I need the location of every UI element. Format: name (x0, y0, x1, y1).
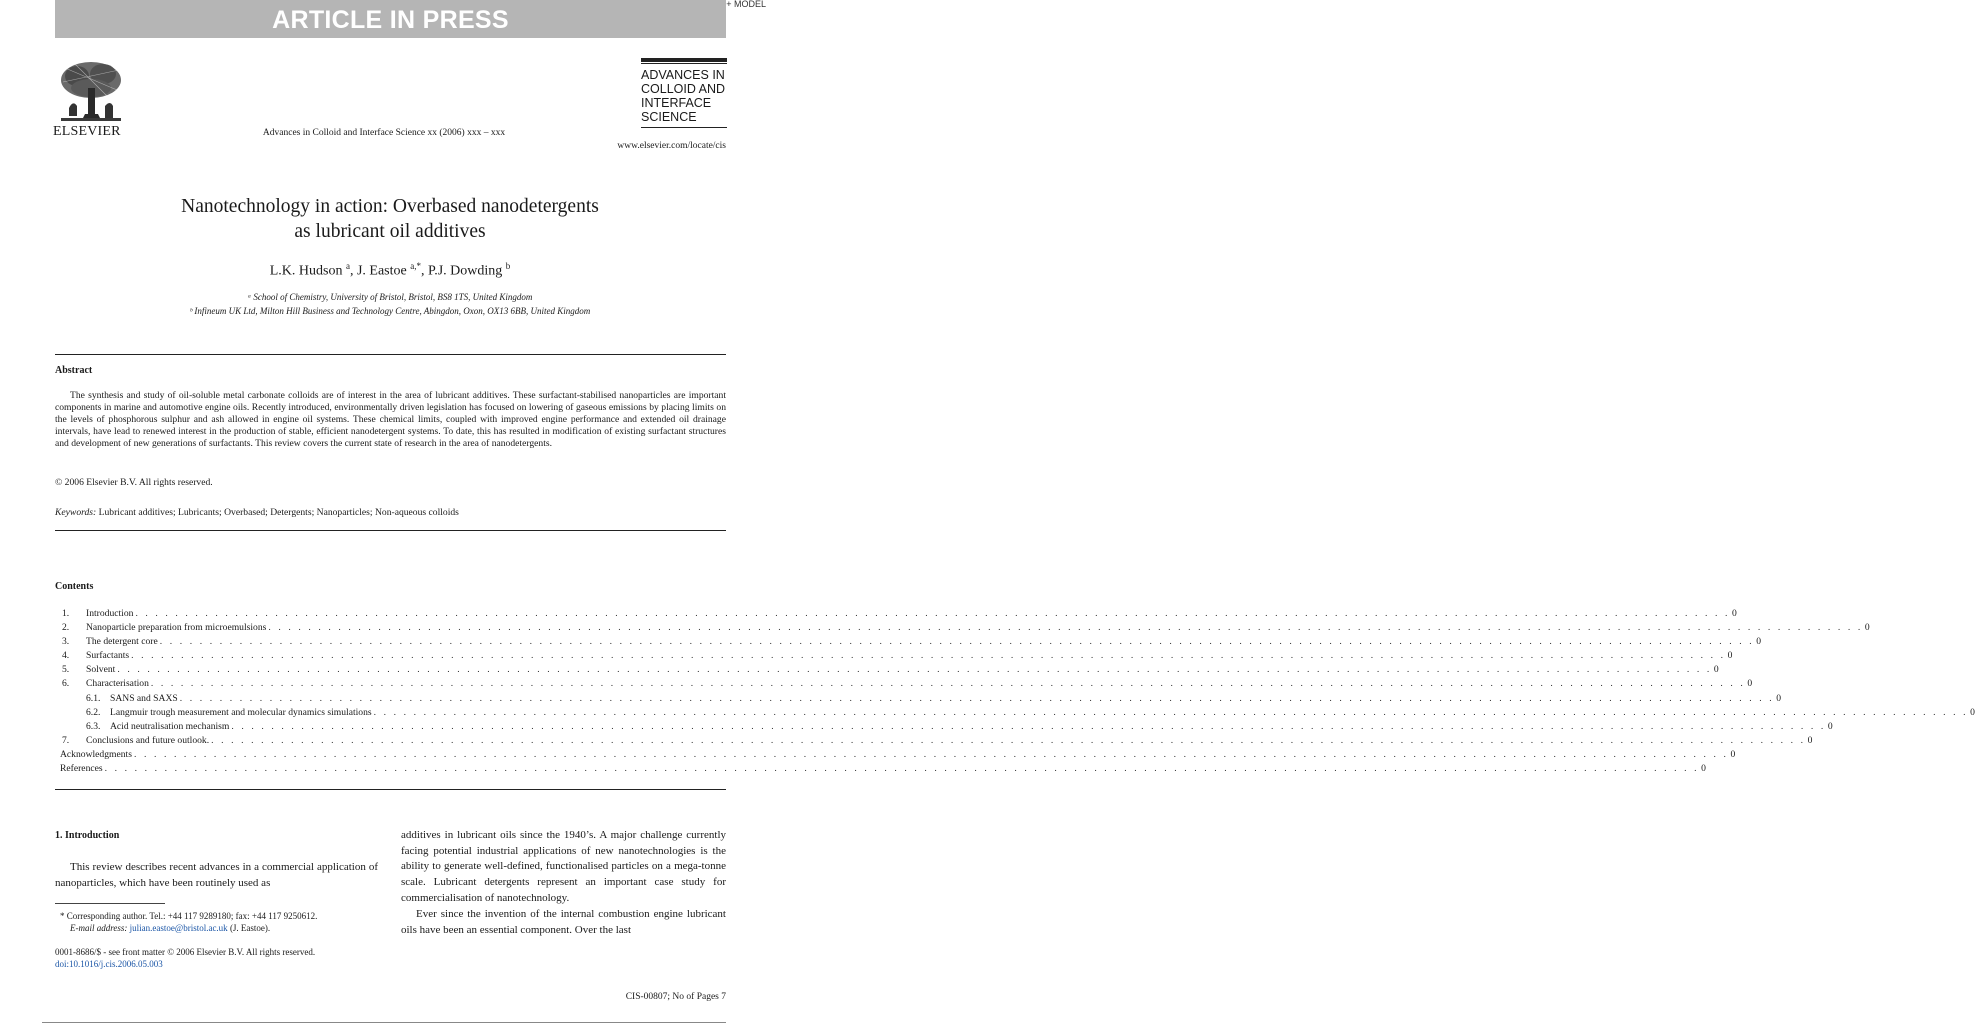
toc-leader-dots: . . . . . . . . . . . . . . . . . . . . . . . . . . . . . . . . . . . . . . . . . . . . . . . . . . . . . . . . . . . . . . . . . . . . . . . . . . . . . . . . . . . . . . . . . . . . . . . . . . . . . . . . . . . . . . . . . . . . . . . . . . . . . . . . . . . . . . . . . . . . . . . . . . . . . . . . . . . . . . . . (117, 664, 1712, 676)
toc-leader-dots: . . . . . . . . . . . . . . . . . . . . . . . . . . . . . . . . . . . . . . . . . . . . . . . . . . . . . . . . . . . . . . . . . . . . . . . . . . . . . . . . . . . . . . . . . . . . . . . . . . . . . . . . . . . . . . . . . . . . . . . . . . . . . . . . . . . . . . . . . . . . . . . . . . . . . . . . . . . . . . . . (150, 678, 1746, 690)
toc-entry-number: 3. (62, 636, 70, 648)
toc-entry-label: Nanoparticle preparation from microemulsions (86, 622, 267, 634)
toc-leader-dots: . . . . . . . . . . . . . . . . . . . . . . . . . . . . . . . . . . . . . . . . . . . . . . . . . . . . . . . . . . . . . . . . . . . . . . . . . . . . . . . . . . . . . . . . . . . . . . . . . . . . . . . . . . . . . . . . . . . . . . . . . . . . . . . . . . . . . . . . . . . . . . . . . . . . . . . . . . . . . . . . (268, 622, 1863, 634)
toc-entry-number: 1. (62, 608, 70, 619)
abstract-copyright: © 2006 Elsevier B.V. All rights reserved. (55, 477, 213, 488)
toc-leader-dots: . . . . . . . . . . . . . . . . . . . . . . . . . . . . . . . . . . . . . . . . . . . . . . . . . . . . . . . . . . . . . . . . . . . . . . . . . . . . . . . . . . . . . . . . . . . . . . . . . . . . . . . . . . . . . . . . . . . . . . . . . . . . . . . . . . . . . . . . . . . . . . . . . . . . . . . . . . . . . . . . (131, 650, 1726, 662)
author-name[interactable]: J. Eastoe (356, 263, 407, 279)
journal-name-line: ADVANCES IN (641, 68, 725, 82)
toc-entry-number: 5. (62, 664, 70, 676)
author-name[interactable]: L.K. Hudson (269, 263, 343, 279)
doi-link[interactable]: doi:10.1016/j.cis.2006.05.003 (55, 959, 163, 969)
author-list: L.K. Hudson $^a$, J. Eastoe $^{a,*}$, P.J. Dowding $^b$ (269, 261, 511, 279)
toc-entry-number: 2. (62, 622, 70, 634)
toc-leader-dots: . . . . . . . . . . . . . . . . . . . . . . . . . . . . . . . . . . . . . . . . . . . . . . . . . . . . . . . . . . . . . . . . . . . . . . . . . . . . . . . . . . . . . . . . . . . . . . . . . . . . . . . . . . . . . . . . . . . . . . . . . . . . . . . . . . . . . . . . . . . . . . . . . . . . . . . . . . . . . . . . (104, 763, 1700, 775)
corresponding-author-note: * Corresponding author. Tel.: +44 117 9289180; fax: +44 117 9250612. (60, 911, 318, 921)
toc-entry-label: SANS and SAXS (110, 692, 178, 704)
toc-entry-page: 0 (1701, 763, 1706, 775)
author-affil-mark: a (345, 261, 350, 271)
email-suffix: (J. Eastoe). (229, 923, 271, 933)
toc-entry-number: 4. (62, 650, 70, 662)
toc-entry-page: 0 (1827, 720, 1833, 732)
article-title (0, 194, 780, 244)
article-in-press-banner: ARTICLE IN PRESS (55, 0, 726, 38)
doi-line (55, 958, 163, 970)
bottom-rule (42, 1022, 726, 1023)
toc-entry[interactable] (62, 622, 1870, 636)
toc-entry[interactable] (62, 706, 1975, 721)
section-heading-introduction: 1. Introduction (55, 830, 120, 841)
journal-title-box (641, 58, 727, 128)
toc-entry-number: 7. (62, 734, 70, 746)
toc-entry-page: 0 (1756, 636, 1762, 648)
toc-leader-dots: . . . . . . . . . . . . . . . . . . . . . . . . . . . . . . . . . . . . . . . . . . . . . . . . . . . . . . . . . . . . . . . . . . . . . . . . . . . . . . . . . . . . . . . . . . . . . . . . . . . . . . . . . . . . . . . . . . . . . . . . . . . . . . . . . . . . . . . . . . . . . . . . . . . . . . . . . . . . . . . . (231, 720, 1826, 732)
footnote-rule (55, 903, 165, 904)
table-of-contents (60, 608, 1975, 777)
toc-entry-label: Introduction (86, 608, 134, 619)
toc-entry-page: 0 (1776, 692, 1782, 704)
journal-name-line: INTERFACE (641, 96, 712, 110)
toc-entry[interactable] (62, 678, 1753, 692)
toc-entry-label: Surfactants (86, 650, 130, 662)
journal-reference (0, 128, 768, 138)
tree-logo-icon (55, 60, 127, 124)
elsevier-tree-logo (55, 60, 127, 129)
toc-entry-label: References (60, 763, 103, 775)
keywords-label: Keywords: (55, 507, 97, 518)
author-name[interactable]: P.J. Dowding (427, 263, 503, 279)
toc-entry-number: 6.1. (86, 692, 101, 704)
toc-leader-dots: . . . . . . . . . . . . . . . . . . . . . . . . . . . . . . . . . . . . . . . . . . . . . . . . . . . . . . . . . . . . . . . . . . . . . . . . . . . . . . . . . . . . . . . . . . . . . . . . . . . . . . . . . . . . . . . . . . . . . . . . . . . . . . . . . . . . . . . . . . . . . . . . . . . . . . . . . . . . . . . . (133, 748, 1729, 760)
toc-entry-number: 6.2. (86, 706, 101, 718)
abstract-heading: Abstract (55, 365, 93, 376)
toc-leader-dots: . . . . . . . . . . . . . . . . . . . . . . . . . . . . . . . . . . . . . . . . . . . . . . . . . . . . . . . . . . . . . . . . . . . . . . . . . . . . . . . . . . . . . . . . . . . . . . . . . . . . . . . . . . . . . . . . . . . . . . . . . . . . . . . . . . . . . . . . . . . . . . . . . . . . . . . . . . . . . . . . (135, 608, 1730, 619)
toc-entry-label: Solvent (86, 664, 116, 676)
affiliation-a: ᵃ School of Chemistry, University of Bristol, Bristol, BS8 1TS, United Kingdom (247, 292, 533, 302)
toc-leader-dots: . . . . . . . . . . . . . . . . . . . . . . . . . . . . . . . . . . . . . . . . . . . . . . . . . . . . . . . . . . . . . . . . . . . . . . . . . . . . . . . . . . . . . . . . . . . . . . . . . . . . . . . . . . . . . . . . . . . . . . . . . . . . . . . . . . . . . . . . . . . . . . . . . . . . . . . . . . . . . . . . (159, 636, 1755, 648)
toc-entry-number: 6. (62, 678, 70, 690)
journal-reference-text: Advances in Colloid and Interface Science xx (2006) xxx – xxx (262, 128, 506, 138)
journal-box-bottom-rule (641, 127, 727, 128)
toc-entry-label: Characterisation (86, 678, 149, 690)
intro-left-paragraph: This review describes recent advances in a commercial application of nanoparticles, which have been routinely used as (55, 861, 378, 889)
toc-entry[interactable] (62, 734, 1813, 749)
keywords-text: Lubricant additives; Lubricants; Overbased; Detergents; Nanoparticles; Non-aqueous colloids (98, 507, 459, 518)
toc-entry-page: 0 (1970, 706, 1975, 718)
journal-box-top-rule (641, 58, 727, 62)
abstract-text: The synthesis and study of oil-soluble metal carbonate colloids are of interest in the area of lubricant additives. These surfactant-stabilised nanoparticles are important components in marine and automotive engine oils. Recently introduced, environmentally driven legislation has focused on lowering of gaseous emissions by placing limits on the levels of phosphorous sulphur and ash allowed in engine oil systems. These chemical limits, coupled with improved engine performance and extended oil drainage intervals, have lead to renewed interest in the production of stable, efficient nanodetergent systems. To date, this has resulted in modification of existing surfactant structures and development of new generations of surfactants. This review covers the current state of research in the area of nanodetergents. (55, 390, 726, 449)
toc-entry[interactable] (62, 650, 1733, 664)
toc-entry[interactable] (62, 692, 1782, 707)
journal-name-line: COLLOID AND (641, 82, 726, 96)
email-line (70, 922, 270, 934)
author-affil-mark: a,* (410, 261, 421, 271)
email-link[interactable]: julian.eastoe@bristol.ac.uk (129, 923, 228, 933)
toc-entry-page: 0 (1713, 664, 1719, 676)
model-tag: + MODEL (726, 0, 766, 9)
toc-entry-number: 6.3. (86, 720, 101, 732)
toc-entry-label: The detergent core (86, 636, 158, 648)
keywords (55, 507, 459, 518)
toc-entry[interactable] (62, 636, 1762, 650)
title-line: as lubricant oil additives (294, 221, 486, 242)
issn-line: 0001-8686/$ - see front matter © 2006 Elsevier B.V. All rights reserved. (55, 947, 316, 957)
page-footer-code: CIS-00807; No of Pages 7 (625, 992, 726, 1002)
toc-leader-dots: . . . . . . . . . . . . . . . . . . . . . . . . . . . . . . . . . . . . . . . . . . . . . . . . . . . . . . . . . . . . . . . . . . . . . . . . . . . . . . . . . . . . . . . . . . . . . . . . . . . . . . . . . . . . . . . . . . . . . . . . . . . . . . . . . . . . . . . . . . . . . . . . . . . . . . . . . . . . . . . . (211, 734, 1806, 746)
toc-entry-page: 0 (1864, 622, 1870, 634)
author-affil-mark: b (505, 261, 511, 271)
journal-box-thin-rule (641, 63, 727, 64)
toc-entry[interactable] (62, 720, 1833, 735)
toc-entry-page: 0 (1731, 608, 1737, 619)
toc-entry[interactable] (62, 664, 1719, 678)
toc-leader-dots: . . . . . . . . . . . . . . . . . . . . . . . . . . . . . . . . . . . . . . . . . . . . . . . . . . . . . . . . . . . . . . . . . . . . . . . . . . . . . . . . . . . . . . . . . . . . . . . . . . . . . . . . . . . . . . . . . . . . . . . . . . . . . . . . . . . . . . . . . . . . . . . . . . . . . . . . . . . . . . . . (373, 706, 1969, 718)
toc-entry[interactable] (60, 763, 1706, 777)
affiliation-b: ᵇ Infineum UK Ltd, Milton Hill Business and Technology Centre, Abingdon, Oxon, OX13 6BB, United Kingdom (189, 306, 591, 316)
toc-entry[interactable] (62, 608, 1737, 622)
toc-entry-label: Acknowledgments (60, 748, 132, 760)
title-line: Nanotechnology in action: Overbased nanodetergents (181, 196, 599, 217)
toc-entry[interactable] (60, 748, 1736, 763)
toc-entry-label: Langmuir trough measurement and molecular dynamics simulations (110, 706, 372, 718)
toc-entry-page: 0 (1807, 734, 1813, 746)
section-divider (55, 530, 726, 531)
toc-entry-page: 0 (1727, 650, 1733, 662)
toc-entry-page: 0 (1730, 748, 1736, 760)
contents-heading: Contents (55, 581, 94, 592)
journal-url[interactable]: www.elsevier.com/locate/cis (617, 141, 726, 151)
intro-right-paragraph-1: additives in lubricant oils since the 1940’s. A major challenge currently facing potential industrial applications of new nanotechnologies is the ability to generate well-defined, functionalised particles on a mega-tonne scale. Lubricant detergents represent an important case study for commercialisation of nanotechnology. (401, 829, 726, 904)
email-label: E-mail address: (70, 923, 128, 933)
section-divider (55, 789, 726, 790)
toc-entry-label: Acid neutralisation mechanism (110, 720, 230, 732)
toc-leader-dots: . . . . . . . . . . . . . . . . . . . . . . . . . . . . . . . . . . . . . . . . . . . . . . . . . . . . . . . . . . . . . . . . . . . . . . . . . . . . . . . . . . . . . . . . . . . . . . . . . . . . . . . . . . . . . . . . . . . . . . . . . . . . . . . . . . . . . . . . . . . . . . . . . . . . . . . . . . . . . . . . (179, 692, 1775, 704)
section-divider (55, 354, 726, 355)
toc-entry-label: Conclusions and future outlook. (86, 734, 210, 746)
publisher-name: ELSEVIER (53, 124, 121, 139)
toc-entry-page: 0 (1747, 678, 1753, 690)
intro-right-paragraph-2: Ever since the invention of the internal combustion engine lubricant oils have been an essential component. Over the last (401, 908, 726, 936)
journal-name-line: SCIENCE (641, 110, 697, 124)
